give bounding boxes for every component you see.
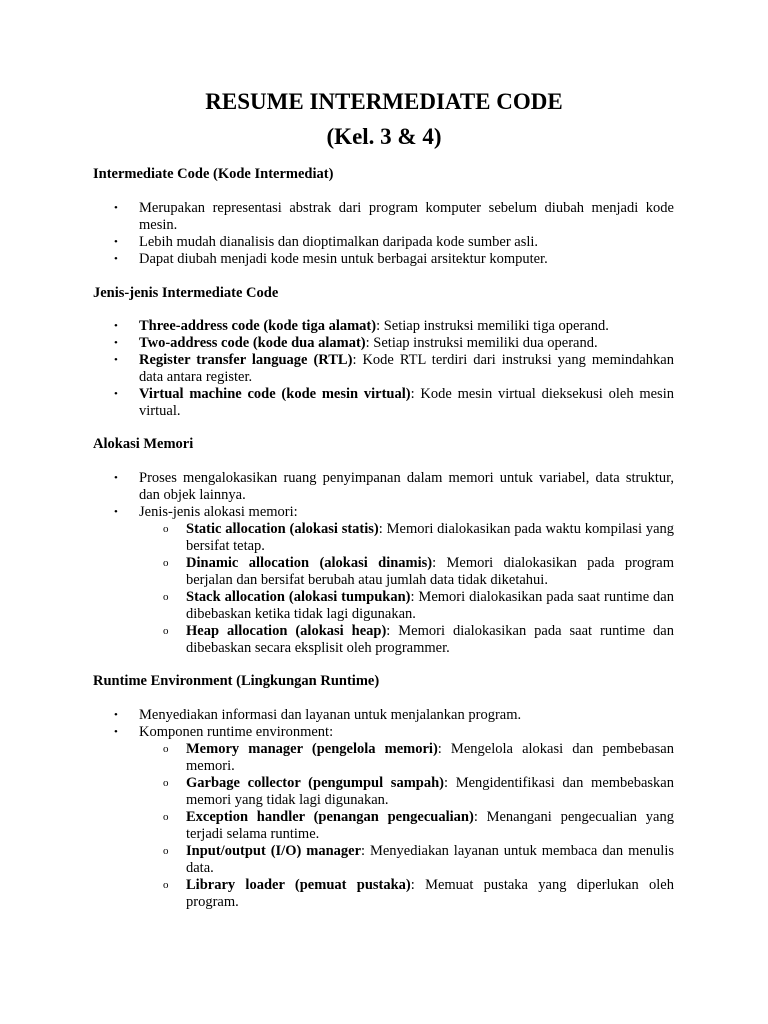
sub-list-item — [186, 741, 674, 775]
sub-bullet-marker: o — [163, 743, 169, 755]
item-term: Heap allocation (alokasi heap) — [186, 623, 387, 639]
list-item: Lebih mudah dianalisis dan dioptimalkan daripada kode sumber asli. — [139, 234, 539, 250]
bullet-marker: • — [114, 506, 118, 518]
item-term: Library loader (pemuat pustaka) — [186, 877, 411, 893]
sub-list-item — [186, 623, 674, 657]
list-item — [139, 318, 674, 335]
sub-list-item — [186, 843, 674, 877]
bullet-marker: • — [114, 337, 118, 349]
item-desc: : Mengidentifikasi dan membebaskan memori yang tidak lagi digunakan. — [186, 775, 674, 808]
sub-bullet-marker: o — [163, 845, 169, 857]
sub-list-item — [186, 589, 674, 623]
list-item — [139, 352, 674, 386]
sub-list-item — [186, 775, 674, 809]
item-desc: : Memori dialokasikan pada saat runtime dan dibebaskan secara eksplisit oleh programmer. — [186, 623, 674, 656]
list-item: Dapat diubah menjadi kode mesin untuk berbagai arsitektur komputer. — [139, 251, 548, 267]
item-term: Register transfer language (RTL) — [139, 352, 353, 368]
item-term: Virtual machine code (kode mesin virtual) — [139, 386, 411, 402]
sub-list-item — [186, 555, 674, 589]
item-desc: : Mengelola alokasi dan pembebasan memori. — [186, 741, 674, 774]
sub-bullet-marker: o — [163, 557, 169, 569]
sub-list-item — [186, 521, 674, 555]
sub-bullet-marker: o — [163, 777, 169, 789]
item-term: Input/output (I/O) manager — [186, 843, 362, 859]
sub-list-item — [186, 809, 674, 843]
list-item: Jenis-jenis alokasi memori: — [139, 504, 298, 520]
bullet-marker: • — [114, 388, 118, 400]
item-desc: : Menangani pengecualian yang terjadi selama runtime. — [186, 809, 674, 842]
bullet-marker: • — [114, 472, 118, 484]
sub-list-item — [186, 877, 674, 911]
item-term: Three-address code (kode tiga alamat) — [139, 318, 377, 334]
item-desc: : Setiap instruksi memiliki tiga operand. — [376, 318, 609, 334]
sub-bullet-marker: o — [163, 625, 169, 637]
item-desc: : Kode mesin virtual dieksekusi oleh mesin virtual. — [139, 386, 674, 419]
section-heading-jenis: Jenis-jenis Intermediate Code — [93, 285, 279, 301]
bullet-marker: • — [114, 709, 118, 721]
sub-bullet-marker: o — [163, 523, 169, 535]
section-heading-runtime: Runtime Environment (Lingkungan Runtime) — [93, 673, 380, 689]
item-desc: : Setiap instruksi memiliki dua operand. — [365, 335, 598, 351]
bullet-marker: • — [114, 354, 118, 366]
list-item: Merupakan representasi abstrak dari program komputer sebelum diubah menjadi kode mesin. — [139, 200, 674, 233]
item-desc: : Memori dialokasikan pada saat runtime dan dibebaskan ketika tidak lagi digunakan. — [186, 589, 674, 622]
document-subtitle: (Kel. 3 & 4) — [326, 124, 442, 149]
bullet-marker: • — [114, 202, 118, 214]
list-item: Menyediakan informasi dan layanan untuk menjalankan program. — [139, 707, 522, 723]
list-item: Proses mengalokasikan ruang penyimpanan dalam memori untuk variabel, data struktur, dan objek lainnya. — [139, 470, 674, 503]
list-item — [139, 335, 674, 352]
item-desc: : Menyediakan layanan untuk membaca dan menulis data. — [186, 843, 674, 876]
sub-bullet-marker: o — [163, 879, 169, 891]
item-term: Memory manager (pengelola memori) — [186, 741, 438, 757]
item-term: Static allocation (alokasi statis) — [186, 521, 379, 537]
section-heading-intermediate: Intermediate Code (Kode Intermediat) — [93, 166, 334, 182]
item-term: Dinamic allocation (alokasi dinamis) — [186, 555, 433, 571]
bullet-marker: • — [114, 236, 118, 248]
item-term: Two-address code (kode dua alamat) — [139, 335, 366, 351]
item-desc: : Memuat pustaka yang diperlukan oleh program. — [186, 877, 674, 910]
list-item — [139, 386, 674, 420]
sub-bullet-marker: o — [163, 591, 169, 603]
bullet-marker: • — [114, 726, 118, 738]
bullet-marker: • — [114, 253, 118, 265]
document-title: RESUME INTERMEDIATE CODE — [205, 89, 563, 114]
section-heading-alokasi: Alokasi Memori — [93, 436, 194, 452]
item-term: Garbage collector (pengumpul sampah) — [186, 775, 444, 791]
item-desc: : Memori dialokasikan pada program berjalan dan bersifat berubah atau jumlah data tidak diketahui. — [186, 555, 674, 588]
item-term: Stack allocation (alokasi tumpukan) — [186, 589, 411, 605]
item-term: Exception handler (penangan pengecualian) — [186, 809, 474, 825]
bullet-marker: • — [114, 320, 118, 332]
item-desc: : Kode RTL terdiri dari instruksi yang memindahkan data antara register. — [139, 352, 674, 385]
sub-bullet-marker: o — [163, 811, 169, 823]
item-desc: : Memori dialokasikan pada waktu kompilasi yang bersifat tetap. — [186, 521, 675, 554]
list-item: Komponen runtime environment: — [139, 724, 334, 740]
